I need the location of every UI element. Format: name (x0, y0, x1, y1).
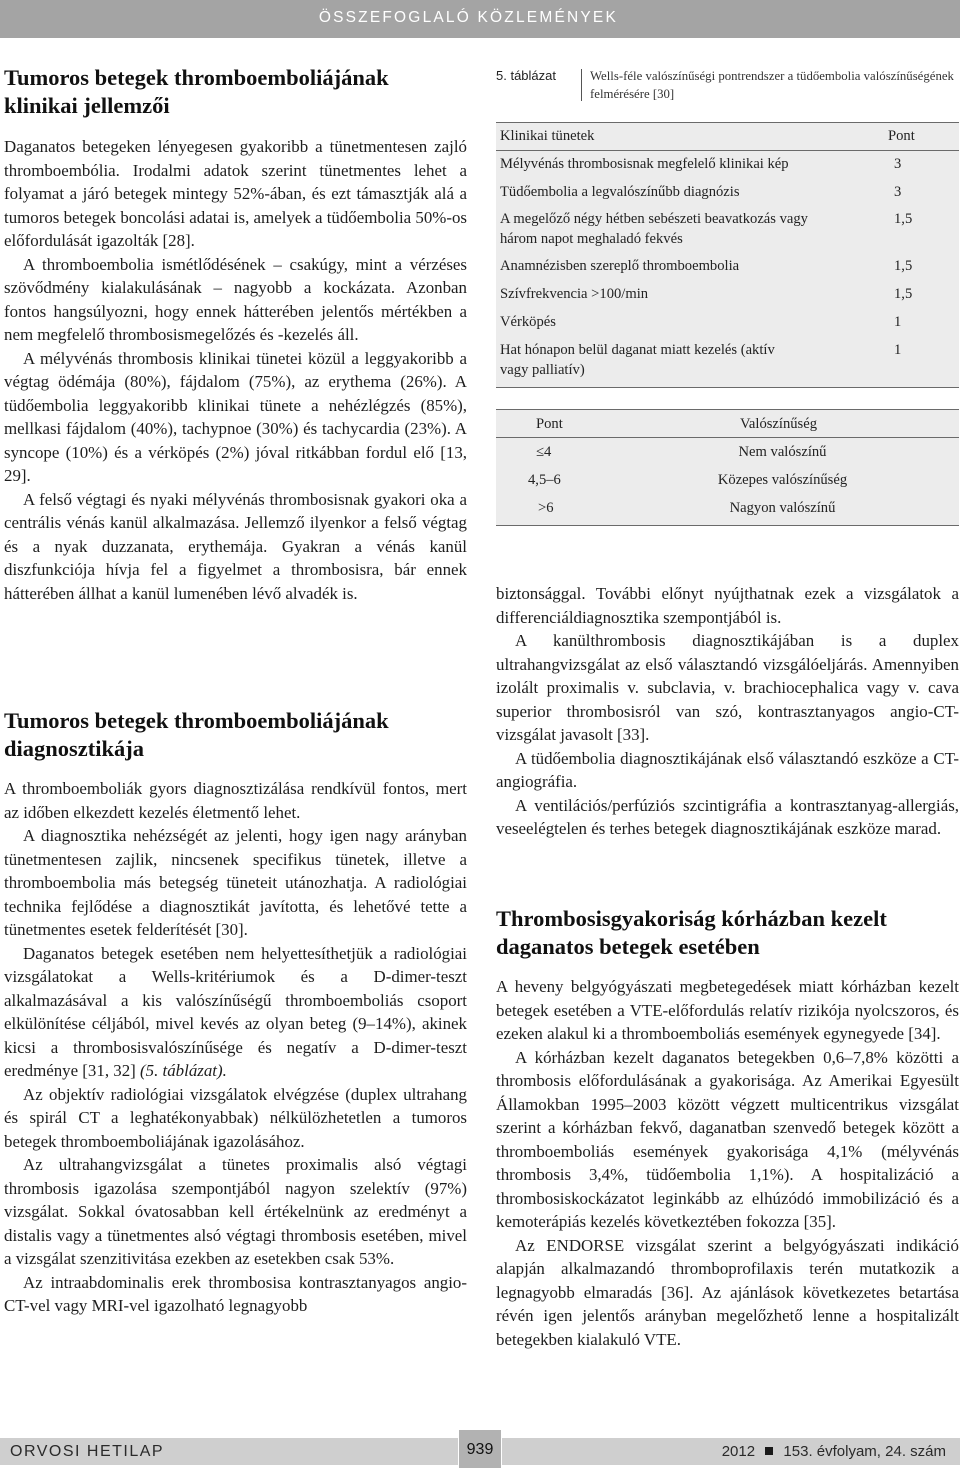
table-rule (496, 525, 959, 526)
paragraph (4, 942, 467, 1083)
issue-volume: 153. évfolyam, 24. szám (783, 1443, 946, 1460)
table-row-points: 1,5 (894, 286, 913, 302)
table-row-points: ≤4 (536, 444, 552, 460)
column-header-probability: Valószínűség (740, 416, 818, 432)
table-caption (496, 68, 959, 106)
table-row-symptom: Mélyvénás thrombosisnak megfelelő klinikai kép (500, 156, 789, 172)
section-title-diagnostics: Tumoros betegek thromboemboliájának diagnosztikája (4, 708, 389, 761)
caption-divider (581, 69, 582, 101)
paragraph: Az ultrahangvizsgálat a tünetes proximalis alsó végtagi thrombosis igazolása szempontjából nagyon szelektív (97%) vizsgálat. Sokkal óvatosabban kell értékelnünk az eredményt a distalis vagy a tünetmentes alsó végtagi thrombosis esetében, mivel a vizsgálat szenzitivitása ezekben az esetekben csak 53%. (4, 1155, 467, 1268)
table-row-probability: Közepes valószínűség (717, 472, 848, 488)
wells-score-table (496, 122, 959, 388)
section-title-clinical: Tumoros betegek thromboemboliájának klinikai jellemzői (4, 65, 389, 118)
paragraph: Az ENDORSE vizsgálat szerint a belgyógyászati indikáció alapján alkalmazandó thromboprofilaxis terén mutatkozik a legnagyobb elmaradás [36]. Az ajánlások következetes betartása révén igen jelentős arányban megelőzhető lenne a hospitalizált betegekben kialakuló VTE. (496, 1235, 959, 1349)
table-rule (496, 409, 959, 410)
footer (0, 1428, 960, 1470)
journal-name: ORVOSI HETILAP (10, 1443, 165, 1460)
table-rule (496, 437, 959, 438)
column-header-points: Pont (536, 416, 563, 432)
table-row-symptom: Vérköpés (500, 314, 556, 330)
paragraph: A thromboembolia ismétlődésének – csakúgy, mint a vérzéses szövődmény kialakulásának – nagyobb a kockázata. Azonban fontos hangsúlyozni, hogy ennek hátterében jelentős mértékben a nem megfelelő thrombosismegelőzés és -kezelés áll. (4, 254, 467, 344)
table-row-points: 1,5 (894, 211, 913, 227)
issue-year: 2012 (721, 1443, 756, 1460)
table-rule (496, 387, 959, 388)
table-row-symptom: Szívfrekvencia >100/min (500, 286, 649, 302)
table-row-points: 3 (894, 156, 902, 172)
paragraph: A mélyvénás thrombosis klinikai tünetei közül a leggyakoribb a végtag ödémája (80%), fájdalom (75%), az erythema (26%). A tüdőembolia leggyakoribb klinikai tünete a nehézlégzés (85%), mellkasi fájdalom (40%), tachypnoe (30%) és tachycardia (23%). A syncope (10%) és a vérköpés (2%) jóval ritkábban fordul elő [13, 29]. (4, 348, 467, 485)
paragraph: A diagnosztika nehézségét az jelenti, hogy igen nagy arányban tünetmentesen zajlik, nincsenek specifikus tünetek, illetve a thromboembolia más betegség tüneteit utánozhatja. A radiológiai technika fejlődése a diagnosztikát javította, és lehetővé tette a tünetmentes esetek felderítését [30]. (4, 826, 467, 939)
table-rule (496, 150, 959, 151)
table-row-symptom: Tüdőembolia a legvalószínűbb diagnózis (500, 184, 740, 200)
table-row-points: 4,5–6 (528, 472, 561, 488)
table-rule (496, 122, 959, 123)
table-reference-link[interactable]: (5. táblázat). (140, 1061, 227, 1080)
table-row-probability: Nagyon valószínű (729, 500, 836, 516)
paragraph: A tüdőembolia diagnosztikájának első választandó eszköze a CT-angiográfia. (496, 748, 959, 791)
table-row-points: 3 (894, 184, 902, 200)
table-row-probability: Nem valószínű (738, 444, 827, 460)
issue-info (722, 1443, 946, 1460)
table-row-points: >6 (538, 500, 554, 516)
paragraph: A ventilációs/perfúziós szcintigráfia a kontrasztanyag-allergiás, veseelégtelen és terhes betegek diagnosztikájának eszköze marad. (496, 795, 959, 838)
table-row-symptom: Anamnézisben szereplő thromboembolia (500, 258, 740, 274)
paragraph: A felső végtagi és nyaki mélyvénás thrombosisnak gyakori oka a centrális vénás kanül alkalmazása. Jellemző ilyenkor a felső végtag és a nyak duzzanata, erythemája. Gyakran a vénás kanül diszfunkciója hívja fel a figyelmet a thrombosisra, bár ennek hátterében állhat a kanül lumenében lévő alvadék is. (4, 489, 467, 603)
column-header-points: Pont (888, 128, 915, 144)
section-title-frequency: Thrombosisgyakoriság kórházban kezelt daganatos betegek esetében (496, 906, 887, 959)
table-row-symptom: Hat hónapon belül daganat miatt kezelés (aktív vagy palliatív) (500, 342, 775, 378)
paragraph: A kanülthrombosis diagnosztikájában is a duplex ultrahangvizsgálat az első választandó vizsgálóeljárás. Amennyiben izolált proximalis v. subclavia, v. brachiocephalica vagy v. cava superior thrombosisról van szó, kontrasztanyagos angio-CT-vizsgálat javasolt [33]. (496, 631, 959, 744)
table-row-symptom: A megelőző négy hétben sebészeti beavatkozás vagy három napot meghaladó fekvés (500, 211, 808, 247)
bullet-square (765, 1447, 773, 1455)
table-title: Wells-féle valószínűségi pontrendszer a tüdőembolia valószínűségének felmérésére [30] (590, 69, 954, 101)
table-row-points: 1,5 (894, 258, 913, 274)
probability-table (496, 409, 959, 526)
paragraph: A heveny belgyógyászati megbetegedések miatt kórházban kezelt betegek esetében a VTE-előfordulás relatív rizikója nyolcszoros, és ezeken alakul ki a thromboemboliás események egynegyede [34]. (496, 977, 959, 1043)
column-header-symptoms: Klinikai tünetek (500, 128, 595, 144)
table-row-points: 1 (894, 314, 902, 330)
paragraph: Az intraabdominalis erek thrombosisa kontrasztanyagos angio-CT-vel vagy MRI-vel igazolható legnagyobb (4, 1272, 467, 1315)
paragraph: Daganatos betegeken lényegesen gyakoribb a tünetmentesen zajló thromboembólia. Irodalmi adatok szerint tünetmentes lehet a folyamat a járó betegek mintegy 52%-ában, és ezt támasztják alá a tumoros betegek boncolási adatai is, amelyek a tüdőembolia 50%-os előfordulását igazolták [28]. (4, 137, 467, 250)
paragraph: A kórházban kezelt daganatos betegekben 0,6–7,8% közötti a thrombosis előfordulásának a gyakorisága. Az Amerikai Egyesült Államokban 1995–2003 között végzett multicentrikus vizsgálat szerint a kórházban fekvő, daganatban szenvedő betegek között a thromboemboliás események gyakorisága 4,1% (mélyvénás thrombosis 3,4%, tüdőembolia 1,1%). A hospitalizáció a thrombosiskockázatot leginkább az elhúzódó immobilizáció és a kemoterápiás kezelés következtében fokozza [35]. (496, 1047, 959, 1231)
page-number: 939 (466, 1441, 494, 1458)
paragraph: biztonsággal. További előnyt nyújthatnak ezek a vizsgálatok a differenciáldiagnosztika szempontjából is. (496, 584, 959, 627)
paragraph: Az objektív radiológiai vizsgálatok elvégzése (duplex ultrahang és spirál CT a leghatékonyabbak) nélkülözhetetlen a tumoros betegek thromboemboliájának igazolásához. (4, 1084, 467, 1151)
table-number: 5. táblázat (496, 68, 556, 83)
section-label: ÖSSZEFOGLALÓ KÖZLEMÉNYEK (318, 9, 618, 26)
paragraph: A thromboemboliák gyors diagnosztizálása rendkívül fontos, mert az időben elkezdett kezelés életmentő lehet. (4, 779, 467, 822)
table-row-points: 1 (894, 342, 902, 358)
paragraph-text: Daganatos betegek esetében nem helyettesíthetjük a radiológiai vizsgálatokat a Wells-kritériumok és a D-dimer-teszt alkalmazásával a kis valószínűségű thromboemboliás csoport elkülönítése céljából, mivel kevés az olyan beteg (9–14%), akinek kicsi a thrombosisvalószínűsége és negatív a D-dimer-teszt eredménye [31, 32] (4, 943, 467, 1080)
